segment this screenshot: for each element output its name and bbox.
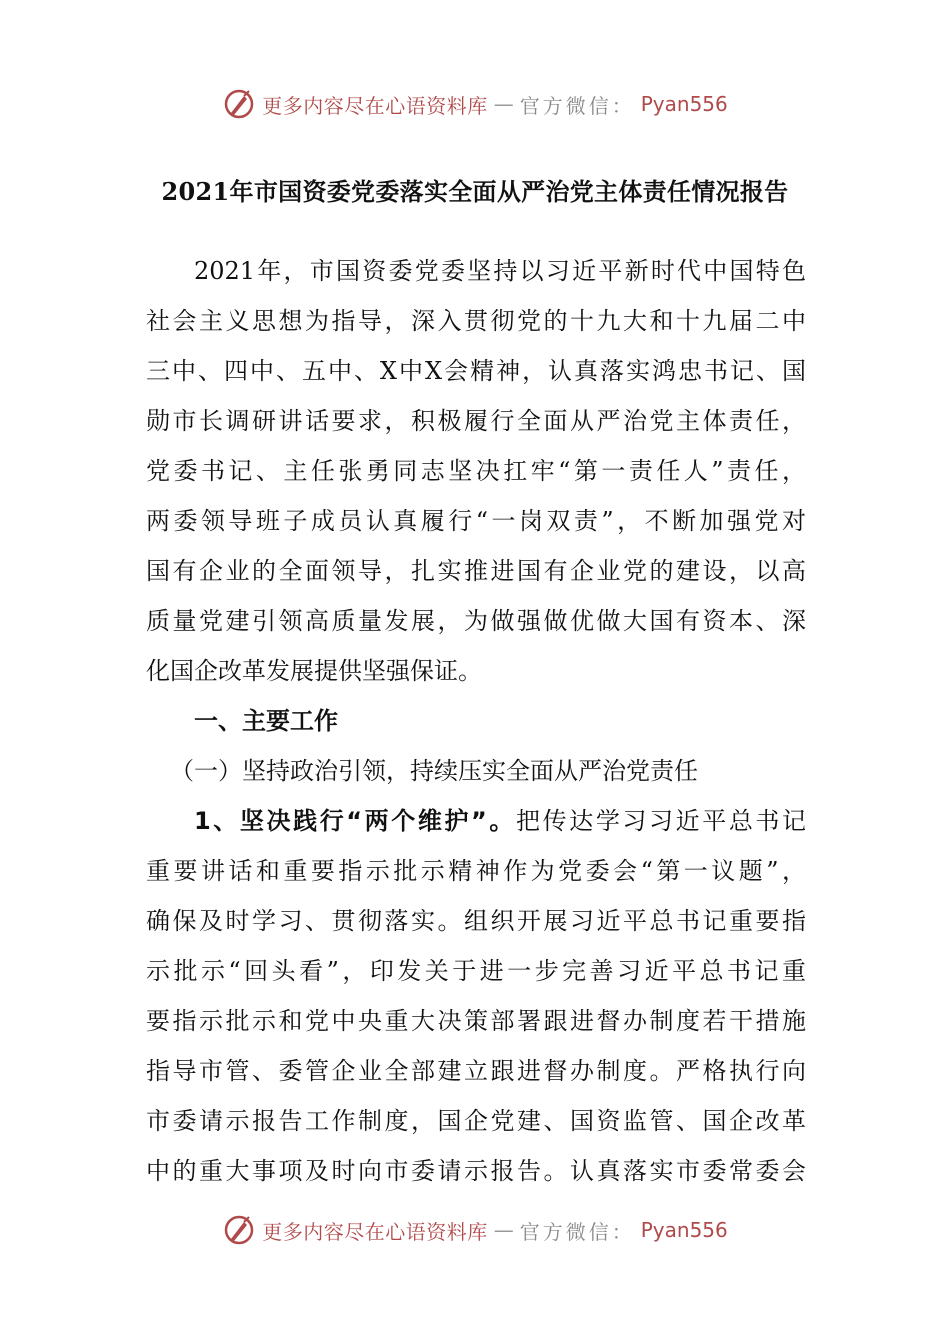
intro-line: 化国企改革发展提供坚强保证。 <box>146 657 482 685</box>
item1-line: 市委请示报告工作制度，国企党建、国资监管、国企改革 <box>146 1107 806 1135</box>
intro-line: 两委领导班子成员认真履行“一岗双责”，不断加强党对 <box>146 507 806 535</box>
watermark-official-label: 官方微信： <box>519 93 635 118</box>
intro-line: 质量党建引领高质量发展，为做强做优做大国有资本、深 <box>146 607 806 635</box>
item1-line: 重要讲话和重要指示批示精神作为党委会“第一议题”， <box>146 857 806 885</box>
intro-line: 勋市长调研讲话要求，积极履行全面从严治党主体责任， <box>146 407 806 435</box>
watermark-wechat-id: Pyan556 <box>640 92 728 116</box>
watermark-wechat-id: Pyan556 <box>640 1218 728 1242</box>
pen-circle-logo-icon <box>222 87 256 121</box>
watermark-bottom <box>0 1210 950 1250</box>
pen-circle-logo-icon <box>222 1213 256 1247</box>
watermark-main-text: 更多内容尽在心语资料库 <box>262 1219 488 1244</box>
watermark-top <box>0 84 950 124</box>
item1-first-rest: 把传达学习习近平总书记 <box>516 807 807 835</box>
intro-line: 三中、四中、五中、X中X会精神，认真落实鸿忠书记、国 <box>146 357 806 385</box>
intro-line: 党委书记、主任张勇同志坚决扛牢“第一责任人”责任， <box>146 457 806 485</box>
item1-line: 指导市管、委管企业全部建立跟进督办制度。严格执行向 <box>146 1057 806 1085</box>
watermark-official-label: 官方微信： <box>519 1219 635 1244</box>
intro-line: 国有企业的全面领导，扎实推进国有企业党的建设，以高 <box>146 557 806 585</box>
watermark-main-text: 更多内容尽在心语资料库 <box>262 93 488 118</box>
document-title: 2021年市国资委党委落实全面从严治党主体责任情况报告 <box>161 177 789 206</box>
item1-line: 示批示“回头看”，印发关于进一步完善习近平总书记重 <box>146 957 806 985</box>
item1-line: 确保及时学习、贯彻落实。组织开展习近平总书记重要指 <box>146 907 806 935</box>
watermark-separator: — <box>493 92 514 116</box>
watermark-separator: — <box>493 1218 514 1242</box>
item1-first-line <box>146 796 806 846</box>
intro-line: 2021年，市国资委党委坚持以习近平新时代中国特色 <box>194 257 806 285</box>
section-heading: 一、主要工作 <box>194 707 338 735</box>
item1-line: 要指示批示和党中央重大决策部署跟进督办制度若干措施 <box>146 1007 806 1035</box>
document-body <box>146 246 806 1196</box>
item1-title: 1、坚决践行“两个维护”。 <box>194 807 517 835</box>
subsection-heading: （一）坚持政治引领，持续压实全面从严治党责任 <box>170 757 698 785</box>
intro-line: 社会主义思想为指导，深入贯彻党的十九大和十九届二中 <box>146 307 806 335</box>
item1-line: 中的重大事项及时向市委请示报告。认真落实市委常委会 <box>146 1157 806 1185</box>
